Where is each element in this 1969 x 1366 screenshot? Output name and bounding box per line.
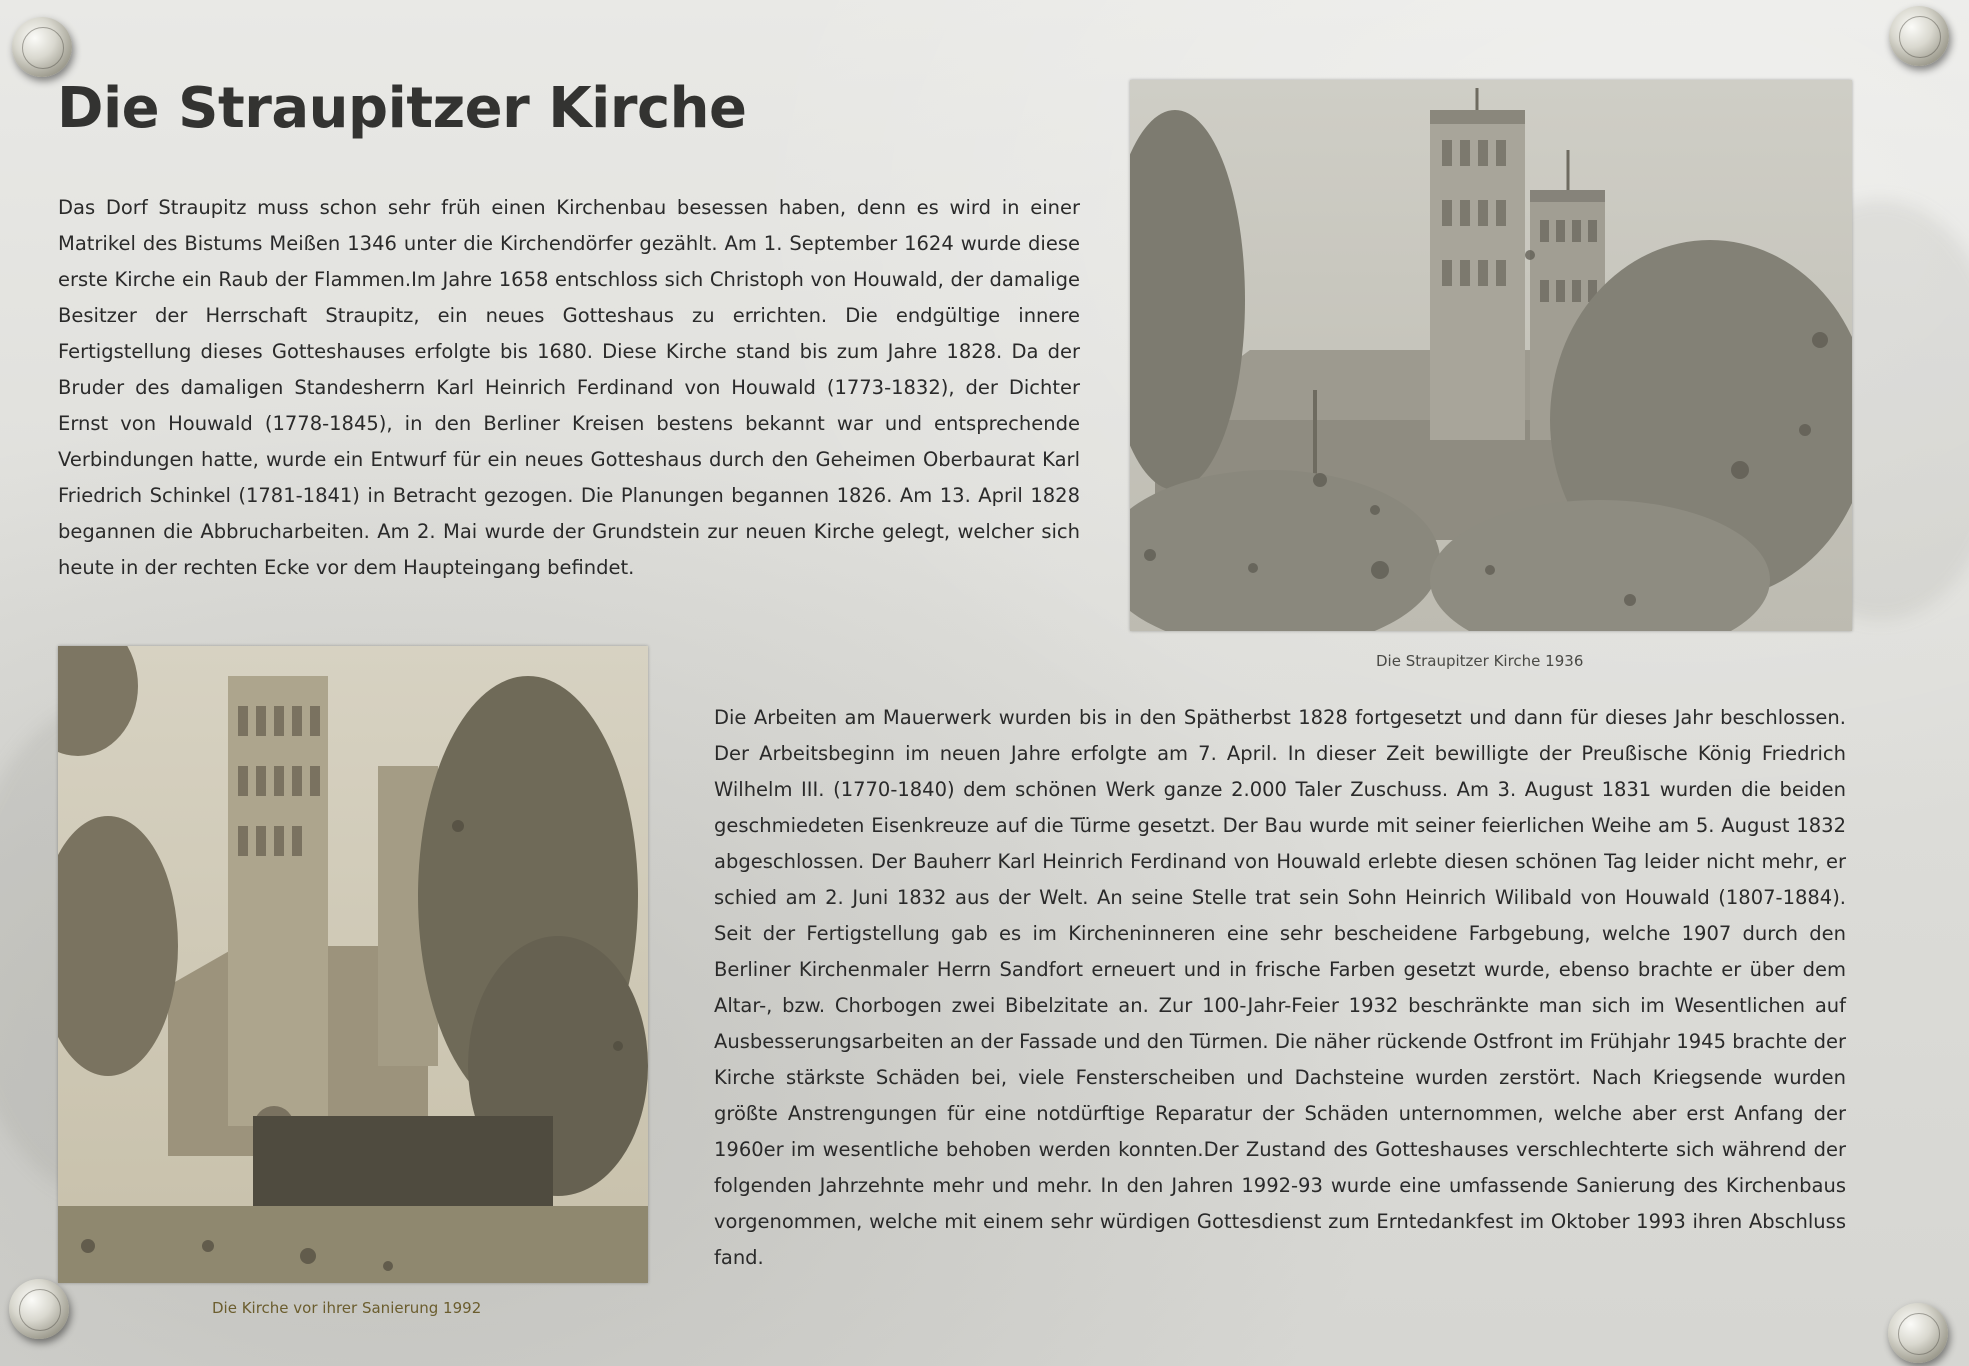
church-photo-1936-image <box>1130 80 1852 631</box>
history-paragraph-2: Die Arbeiten am Mauerwerk wurden bis in den Spätherbst 1828 fortgesetzt und dann für dieses Jahr beschlossen. Der Arbeitsbeginn im neuen Jahre erfolgte am 7. April. In dieser Zeit bewilligte der Preußische König Friedrich Wilhelm III. (1770-1840) dem schönen Werk ganze 2.000 Taler Zuschuss. Am 3. August 1831 wurden die beiden geschmiedeten Eisenkreuze auf die Türme gesetzt. Der Bau wurde mit seiner feierlichen Weihe am 5. August 1832 abgeschlossen. Der Bauherr Karl Heinrich Ferdinand von Houwald erlebte diesen schönen Tag leider nicht mehr, er schied am 2. Juni 1832 aus der Welt. An seine Stelle trat sein Sohn Heinrich Wilibald von Houwald (1807-1884). Seit der Fertigstellung gab es im Kircheninneren eine sehr bescheidene Farbgebung, welche 1907 durch den Berliner Kirchenmaler Herrn Sandfort erneuert und in frische Farben gesetzt wurde, ebenso brachte er über dem Altar-, bzw. Chorbogen zwei Bibelzitate an. Zur 100-Jahr-Feier 1932 beschränkte man sich im Wesentlichen auf Ausbesserungsarbeiten an der Fassade und den Türmen. Die näher rückende Ostfront im Frühjahr 1945 brachte der Kirche stärkste Schäden bei, viele Fensterscheiben und Dachsteine wurden zerstört. Nach Kriegsende wurden größte Anstrengungen für eine notdürftige Reparatur der Schäden unternommen, welche aber erst Anfang der 1960er im wesentliche behoben werden konnten.Der Zustand des Gotteshauses verschlechterte sich während der folgenden Jahrzehnte mehr und mehr. In den Jahren 1992-93 wurde eine umfassende Sanierung des Kirchenbaus vorgenommen, welche mit einem sehr würdigen Gottesdienst zum Erntedankfest im Oktober 1993 ihren Abschluss fand. <box>714 706 1846 1269</box>
screw-top-left <box>12 17 72 77</box>
photo-caption-1992: Die Kirche vor ihrer Sanierung 1992 <box>212 1299 482 1317</box>
page-title: Die Straupitzer Kirche <box>57 76 747 141</box>
screw-bottom-right <box>1888 1303 1948 1363</box>
church-photo-1992 <box>58 646 648 1283</box>
church-photo-1992-image <box>58 646 648 1283</box>
history-paragraph-1: Das Dorf Straupitz muss schon sehr früh einen Kirchenbau besessen haben, denn es wird in einer Matrikel des Bistums Meißen 1346 unter die Kirchendörfer gezählt. Am 1. September 1624 wurde diese erste Kirche ein Raub der Flammen.Im Jahre 1658 entschloss sich Christoph von Houwald, der damalige Besitzer der Herrschaft Straupitz, ein neues Gotteshaus zu errichten. Die endgültige innere Fertigstellung dieses Gotteshauses erfolgte bis 1680. Diese Kirche stand bis zum Jahre 1828. Da der Bruder des damaligen Standesherrn Karl Heinrich Ferdinand von Houwald (1773-1832), der Dichter Ernst von Houwald (1778-1845), in den Berliner Kreisen bestens bekannt war und entsprechende Verbindungen hatte, wurde ein Entwurf für ein neues Gotteshaus durch den Geheimen Oberbaurat Karl Friedrich Schinkel (1781-1841) in Betracht gezogen. Die Planungen begannen 1826. Am 13. April 1828 begannen die Abbrucharbeiten. Am 2. Mai wurde der Grundstein zur neuen Kirche gelegt, welcher sich heute in der rechten Ecke vor dem Haupteingang befindet. <box>58 196 1080 579</box>
church-photo-1936 <box>1130 80 1852 631</box>
screw-top-right <box>1889 6 1949 66</box>
photo-caption-1936: Die Straupitzer Kirche 1936 <box>1376 652 1584 670</box>
screw-bottom-left <box>9 1279 69 1339</box>
